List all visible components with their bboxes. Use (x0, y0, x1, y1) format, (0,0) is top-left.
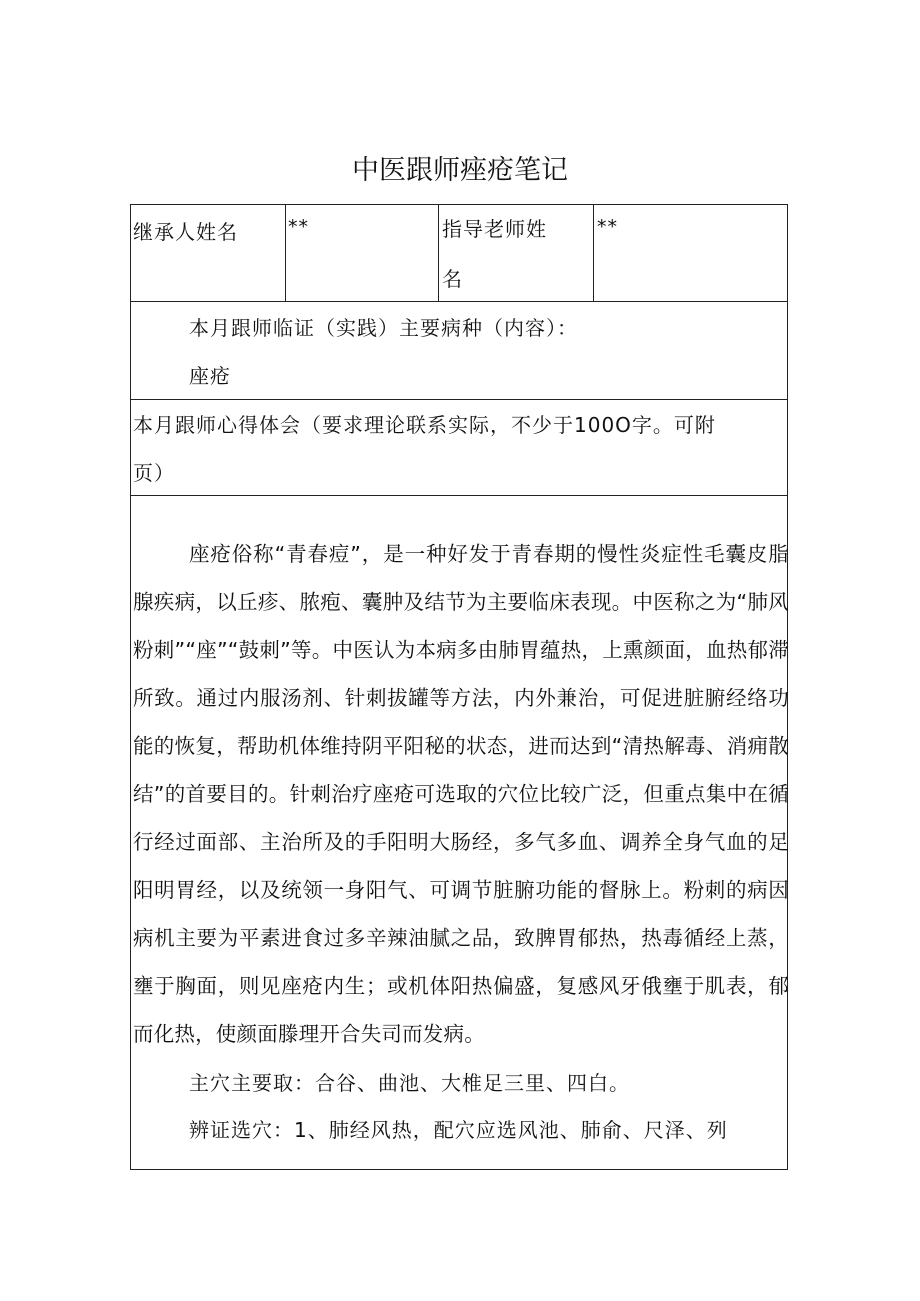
disease-label: 本月跟师临证（实践）主要病种（内容）： (189, 316, 578, 340)
experience-paragraph: 座疮俗称“青春痘”，是一种好发于青春期的慢性炎症性毛囊皮脂腺疾病，以丘疹、脓疱、囊肿及结节为主要临床表现。中医称之为“肺风粉刺”“座”“鼓刺”等。中医认为本病多由肺胃蕴热，上熏颜面，血热郁滞所致。通过内服汤剂、针刺拔罐等方法，内外兼治，可促进脏腑经络功能的恢复，帮助机体维持阴平阳秘的状态，进而达到“清热解毒、消痈散结”的首要目的。针刺治疗座疮可选取的穴位比较广泛，但重点集中在循行经过面部、主治所及的手阳明大肠经，多气多血、调养全身气血的足阳明胃经，以及统领一身阳气、可调节脏腑功能的督脉上。粉刺的病因病机主要为平素进食过多辛辣油腻之品，致脾胃郁热，热毒循经上蒸，壅于胸面，则见座疮内生；或机体阳热偏盛，复感风牙俄壅于肌表，郁而化热，使颜面滕理开合失司而发病。 (133, 542, 789, 1046)
main-acupoints-line: 主穴主要取：合谷、曲池、大椎足三里、四白。 (189, 1071, 630, 1095)
teacher-name-value: ** (597, 216, 618, 238)
column-divider (285, 205, 286, 301)
notes-form (130, 204, 788, 1170)
column-divider (593, 205, 594, 301)
column-divider (438, 205, 439, 301)
row-divider (131, 495, 787, 496)
differentiation-line: 辨证选穴：1、肺经风热，配穴应选风池、肺俞、尺泽、列 (189, 1118, 728, 1142)
heir-name-label: 继承人姓名 (133, 220, 238, 244)
disease-value: 座疮 (189, 364, 231, 388)
experience-label-line2: 页） (133, 461, 175, 485)
teacher-name-label-line1: 指导老师姓 (442, 217, 547, 241)
experience-label-line1: 本月跟师心得体会（要求理论联系实际，不少于100O字。可附 (133, 413, 716, 437)
teacher-name-label-line2: 名 (442, 267, 463, 291)
heir-name-value: ** (288, 216, 309, 238)
page-title: 中医跟师痤疮笔记 (352, 155, 568, 186)
